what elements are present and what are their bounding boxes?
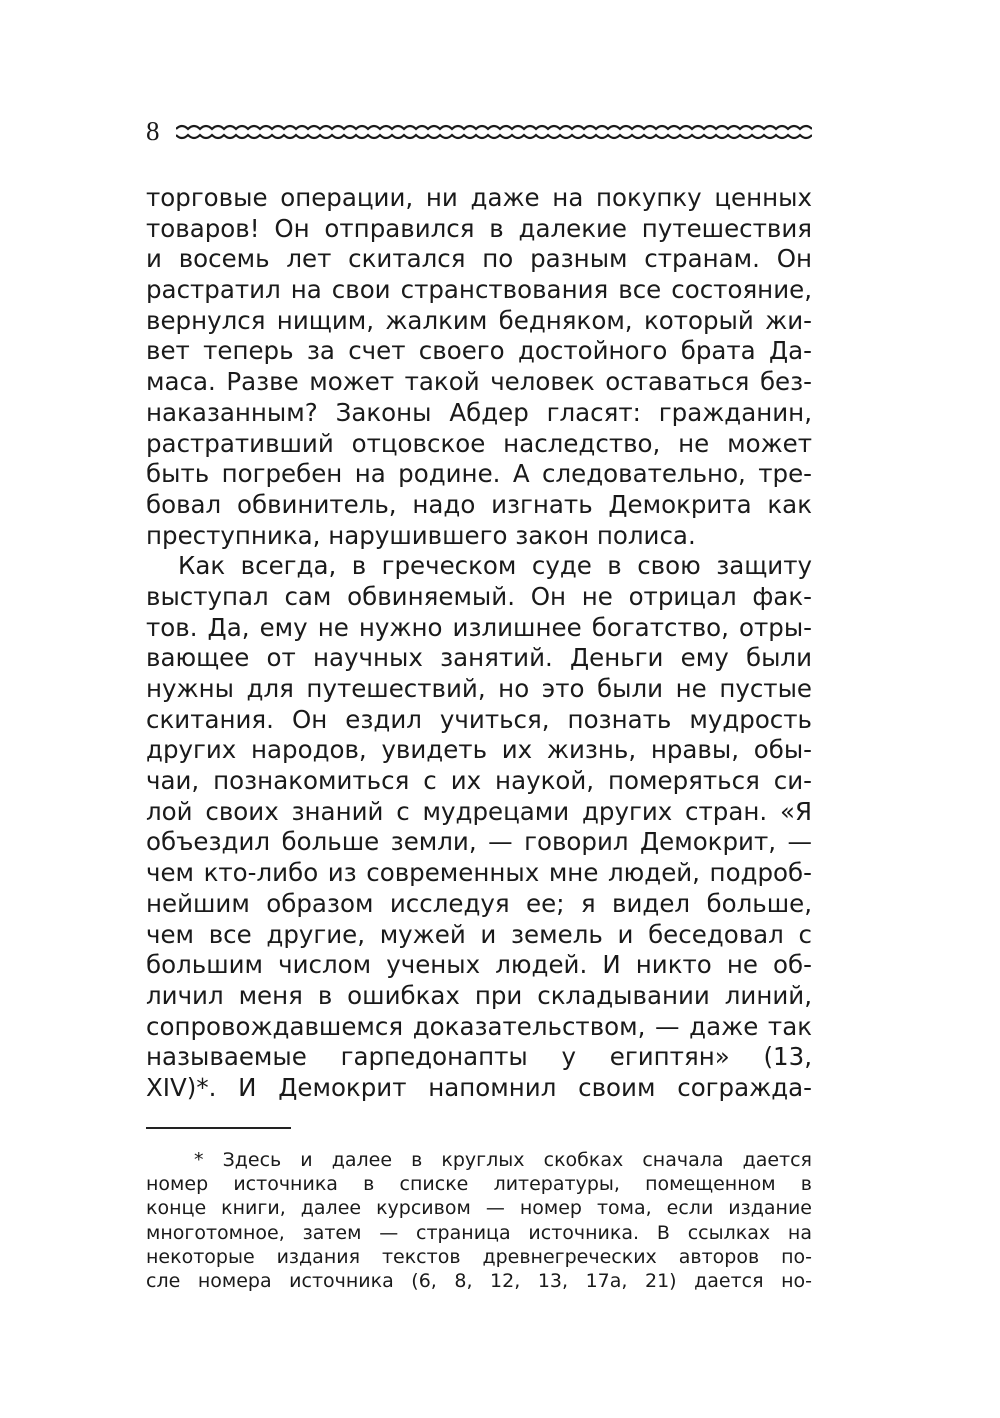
text-line: выступал сам обвиняемый. Он не отрицал фак- (146, 581, 812, 611)
text-line: называемые гарпедонапты у египтян» (13, (146, 1042, 812, 1072)
text-line: нейшим образом исследуя ее; я видел больше, (146, 888, 812, 918)
text-line: Как всегда, в греческом суде в свою защиту (178, 551, 812, 581)
text-line: тов. Да, ему не нужно излишнее богатство, отры- (146, 612, 812, 642)
text-line: маса. Разве может такой человек оставаться без- (146, 367, 812, 397)
page-header (146, 114, 812, 150)
text-line: вет теперь за счет своего достойного брата Да- (146, 336, 812, 366)
text-line: сопровождавшемся доказательством, — даже так (146, 1011, 812, 1041)
text-line: преступника, нарушившего закон полиса. (146, 520, 696, 550)
text-line: скитания. Он ездил учиться, познать мудрость (146, 704, 812, 734)
text-line: торговые операции, ни даже на покупку ценных (146, 183, 812, 212)
text-line: товаров! Он отправился в далекие путешествия (146, 213, 812, 243)
text-line: наказанным? Законы Абдер гласят: гражданин, (146, 397, 812, 427)
text-line: нужны для путешествий, но это были не пустые (146, 674, 812, 703)
footnote-separator (146, 1127, 291, 1129)
decorative-border-ornament (176, 122, 812, 142)
text-line: растратил на свои странствования все состояние, (146, 275, 812, 305)
main-text (146, 183, 812, 1104)
text-line: объездил больше земли, — говорил Демокрит, — (146, 827, 812, 857)
text-line: большим числом ученых людей. И никто не об- (146, 950, 812, 980)
footnote-line: многотомное, затем — страница источника. В ссылках на (146, 1221, 812, 1244)
page-number: 8 (146, 116, 160, 146)
text-line: чем кто-либо из современных мне людей, подроб- (146, 858, 812, 888)
text-line: лой своих знаний с мудрецами других стран. «Я (146, 796, 812, 826)
footnote-line: номер источника в списке литературы, помещенном в (146, 1173, 812, 1196)
text-line: вающее от научных занятий. Деньги ему были (146, 643, 812, 673)
text-line: растративший отцовское наследство, не может (146, 428, 812, 458)
text-line: чаи, познакомиться с их наукой, померяться си- (146, 766, 812, 796)
text-line: быть погребен на родине. А следовательно, тре- (146, 459, 812, 489)
footnote-line: сле номера источника (6, 8, 12, 13, 17а, 21) дается но- (146, 1269, 812, 1292)
footnote-line: некоторые издания текстов древнегреческих авторов по- (146, 1245, 812, 1268)
footnote-line: * Здесь и далее в круглых скобках сначала дается (194, 1149, 812, 1171)
footnote-line: конце книги, далее курсивом — номер тома, если издание (146, 1197, 812, 1220)
text-line: вернулся нищим, жалким бедняком, который жи- (146, 305, 812, 335)
text-line: и восемь лет скитался по разным странам. Он (146, 244, 812, 274)
text-line: чем все другие, мужей и земель и беседовал с (146, 919, 812, 949)
text-line: других народов, увидеть их жизнь, нравы, обы- (146, 735, 812, 765)
footnote (146, 1148, 812, 1293)
text-line: личил меня в ошибках при складывании линий, (146, 980, 812, 1010)
text-line: бовал обвинитель, надо изгнать Демокрита как (146, 489, 812, 519)
text-line: XIV)*. И Демокрит напомнил своим сограждa- (146, 1072, 812, 1102)
